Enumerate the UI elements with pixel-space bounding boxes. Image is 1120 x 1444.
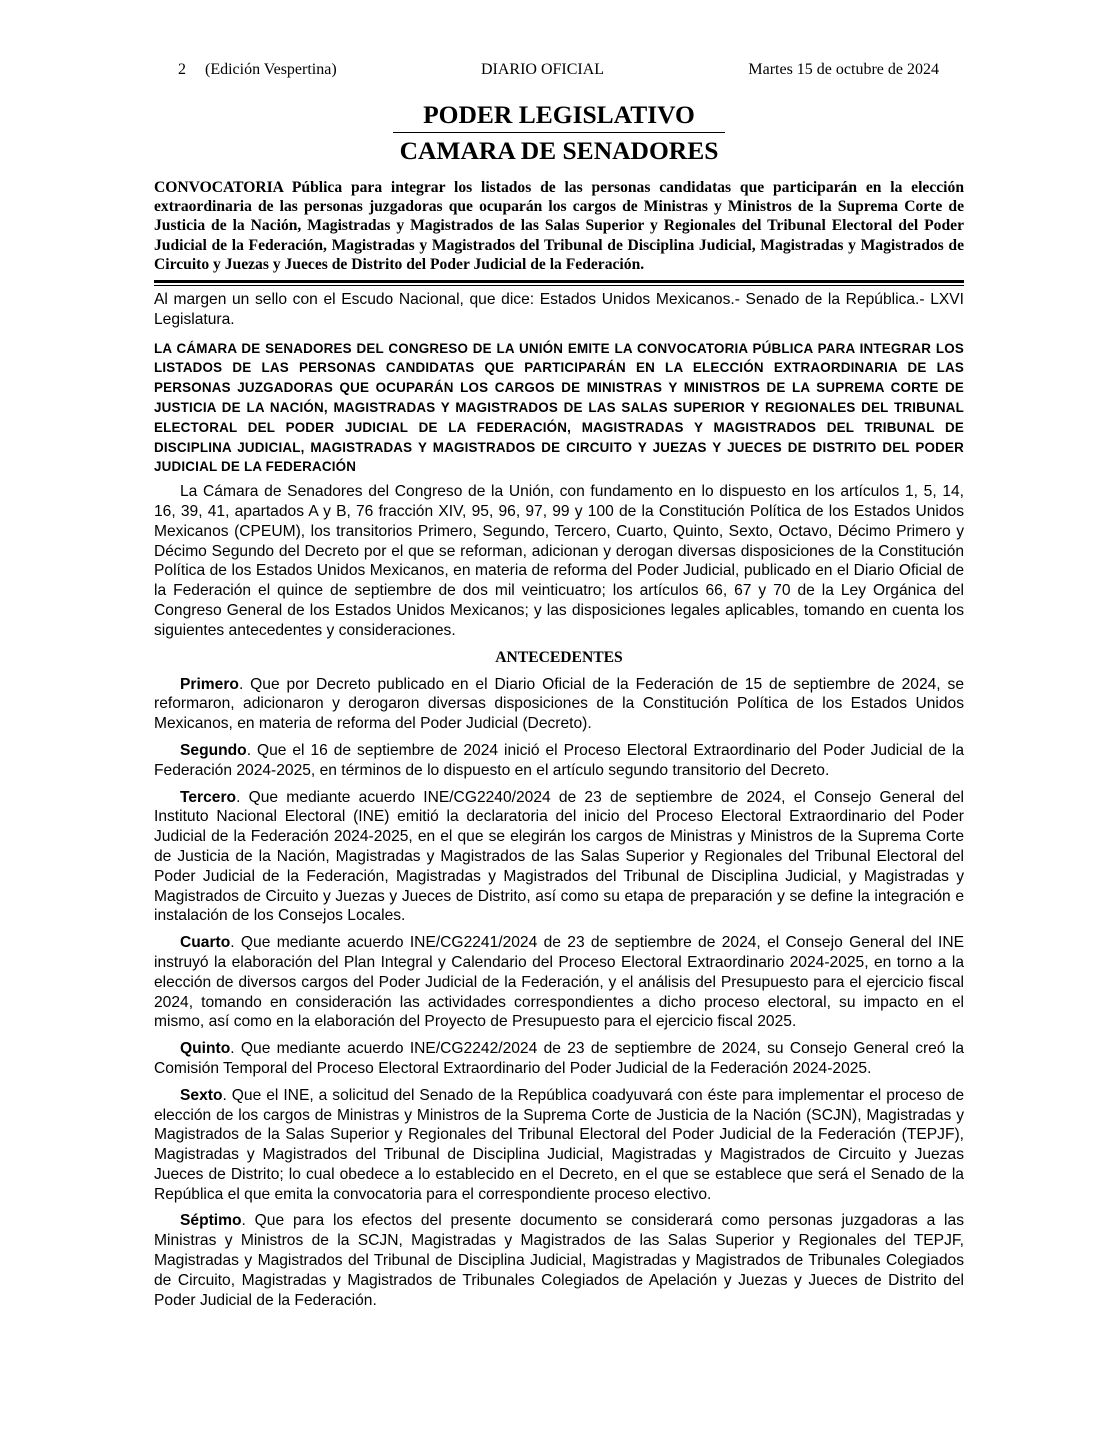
antecedente-paragraph <box>154 1211 964 1310</box>
convocatoria-heading: LA CÁMARA DE SENADORES DEL CONGRESO DE LA UNIÓN EMITE LA CONVOCATORIA PÚBLICA PARA INTEGRAR LOS LISTADOS DE LAS PERSONAS CANDIDATAS QUE PARTICIPARÁN EN LA ELECCIÓN EXTRAORDINARIA DE LAS PERSONAS JUZGADORAS QUE OCUPARÁN LOS CARGOS DE MINISTRAS Y MINISTROS DE LA SUPREMA CORTE DE JUSTICIA DE LA NACIÓN, MAGISTRADAS Y MAGISTRADOS DE LAS SALAS SUPERIOR Y REGIONALES DEL TRIBUNAL ELECTORAL DEL PODER JUDICIAL DE LA FEDERACIÓN, MAGISTRADAS Y MAGISTRADOS DEL TRIBUNAL DE DISCIPLINA JUDICIAL, MAGISTRADAS Y MAGISTRADOS DE CIRCUITO Y JUEZAS Y JUECES DE DISTRITO DEL PODER JUDICIAL DE LA FEDERACIÓN <box>154 340 964 475</box>
antecedente-paragraph <box>154 1039 964 1079</box>
title-double-rule <box>154 280 964 286</box>
header-left <box>178 60 337 80</box>
antecedente-paragraph <box>154 933 964 1032</box>
antecedente-term: Primero <box>180 675 239 693</box>
margin-note: Al margen un sello con el Escudo Nacional, que dice: Estados Unidos Mexicanos.- Senado de la República.- LXVI Legislatura. <box>154 291 964 328</box>
running-header <box>178 60 939 80</box>
publication-date: Martes 15 de octubre de 2024 <box>748 61 939 78</box>
antecedente-term: Segundo <box>180 741 247 759</box>
antecedente-paragraph <box>154 675 964 734</box>
antecedente-text: . Que mediante acuerdo INE/CG2242/2024 de 23 de septiembre de 2024, su Consejo General creó la Comisión Temporal del Proceso Electoral Extraordinario del Poder Judicial de la Federación 2024-2025. <box>154 1040 964 1077</box>
subsection-title: CAMARA DE SENADORES <box>399 136 719 165</box>
antecedente-term: Séptimo <box>180 1212 242 1230</box>
antecedente-text: . Que para los efectos del presente documento se considerará como personas juzgadoras a las Ministras y Ministros de la SCJN, Magistradas y Magistrados de las Salas Superior y Regionales del TEPJF, Magistradas y Magistrados del Tribunal de Disciplina Judicial, Magistradas y Magistrados de Tribunales Colegiados de Circuito, Magistradas y Magistrados de Tribunales Colegiados de Apelación y Juezas y Jueces de Distrito del Poder Judicial de la Federación. <box>154 1212 964 1309</box>
antecedentes-heading: ANTECEDENTES <box>495 648 623 666</box>
antecedente-term: Sexto <box>180 1086 223 1104</box>
edition-label: (Edición Vespertina) <box>205 61 337 78</box>
antecedente-paragraph <box>154 1086 964 1205</box>
section-title: PODER LEGISLATIVO <box>423 100 695 129</box>
antecedente-text: . Que mediante acuerdo INE/CG2241/2024 de 23 de septiembre de 2024, el Consejo General del INE instruyó la elaboración del Plan Integral y Calendario del Proceso Electoral Extraordinario 2024-2025, en torno a la elección de diversos cargos del Poder Judicial de la Federación, y el análisis del Presupuesto para el ejercicio fiscal 2024, tomando en consideración las actividades correspondientes a dicho proceso electoral, su impacto en el mismo, así como en la elaboración del Proyecto de Presupuesto para el ejercicio fiscal 2025. <box>154 934 964 1031</box>
publication-name: DIARIO OFICIAL <box>480 61 605 78</box>
antecedente-text: . Que por Decreto publicado en el Diario Oficial de la Federación de 15 de septiembre de 2024, se reformaron, adicionaron y derogaron diversas disposiciones de la Constitución Política de los Estados Unidos Mexicanos, en materia de reforma del Poder Judicial (Decreto). <box>154 675 964 733</box>
antecedente-term: Cuarto <box>180 934 231 952</box>
antecedente-paragraph <box>154 741 964 781</box>
antecedente-term: Tercero <box>180 788 237 806</box>
antecedente-text: . Que mediante acuerdo INE/CG2240/2024 de 23 de septiembre de 2024, el Consejo General del Instituto Nacional Electoral (INE) emitió la declaratoria del inicio del Proceso Electoral Extraordinario del Poder Judicial de la Federación 2024-2025, en el que se elegirán los cargos de Ministras y Ministros de la Suprema Corte de Justicia de la Nación, Magistradas y Magistrados de las Salas Superior y Regionales del Tribunal Electoral del Poder Judicial de la Federación, Magistradas y Magistrados del Tribunal de Disciplina Judicial, y Magistradas y Magistrados de Circuito y Juezas y Jueces de Distrito, así como su etapa de preparación y se define la integración e instalación de los Consejos Locales. <box>154 788 964 925</box>
antecedente-paragraph <box>154 788 964 927</box>
antecedente-text: . Que el 16 de septiembre de 2024 inició el Proceso Electoral Extraordinario del Poder Judicial de la Federación 2024-2025, en términos de lo dispuesto en el artículo segundo transitorio del Decreto. <box>154 741 964 779</box>
convocatoria-lead: CONVOCATORIA <box>154 179 284 196</box>
intro-paragraph: La Cámara de Senadores del Congreso de la Unión, con fundamento en lo dispuesto en los artículos 1, 5, 14, 16, 39, 41, apartados A y B, 76 fracción XIV, 95, 96, 97, 99 y 100 de la Constitución Política de los Estados Unidos Mexicanos (CPEUM), los transitorios Primero, Segundo, Tercero, Cuarto, Quinto, Sexto, Octavo, Décimo Primero y Décimo Segundo del Decreto por el que se reforman, adicionan y derogan diversas disposiciones de la Constitución Política de los Estados Unidos Mexicanos, en materia de reforma del Poder Judicial, publicado en el Diario Oficial de la Federación el quince de septiembre de dos mil veinticuatro; los artículos 66, 67 y 70 de la Ley Orgánica del Congreso General de los Estados Unidos Mexicanos; y las disposiciones legales aplicables, tomando en cuenta los siguientes antecedentes y consideraciones. <box>154 483 964 639</box>
document-page <box>154 60 964 1310</box>
page-number: 2 <box>178 61 186 78</box>
convocatoria-title <box>154 178 964 274</box>
antecedente-text: . Que el INE, a solicitud del Senado de la República coadyuvará con éste para implementar el proceso de elección de los cargos de Ministras y Ministros de la Suprema Corte de Justicia de la Nación (SCJN), Magistradas y Magistrados de la Salas Superior y Regionales del Tribunal Electoral del Poder Judicial de la Federación (TEPJF), Magistradas y Magistrados del Tribunal de Disciplina Judicial, Magistradas y Magistrados de Circuito y Juezas Jueces de Distrito; lo cual obedece a lo establecido en el Decreto, en el que se establece que será el Senado de la República el que emita la convocatoria para el correspondiente proceso electivo. <box>154 1086 964 1203</box>
convocatoria-text: Pública para integrar los listados de las personas candidatas que participarán en la elección extraordinaria de las personas juzgadoras que ocuparán los cargos de Ministras y Ministros de la Suprema Corte de Justicia de la Nación, Magistradas y Magistrados de las Salas Superior y Regionales del Tribunal Electoral del Poder Judicial de la Federación, Magistradas y Magistrados del Tribunal de Disciplina Judicial, Magistradas y Magistrados de Circuito y Juezas y Jueces de Distrito del Poder Judicial de la Federación. <box>154 179 964 273</box>
title-divider <box>393 132 725 133</box>
antecedente-term: Quinto <box>180 1040 231 1058</box>
